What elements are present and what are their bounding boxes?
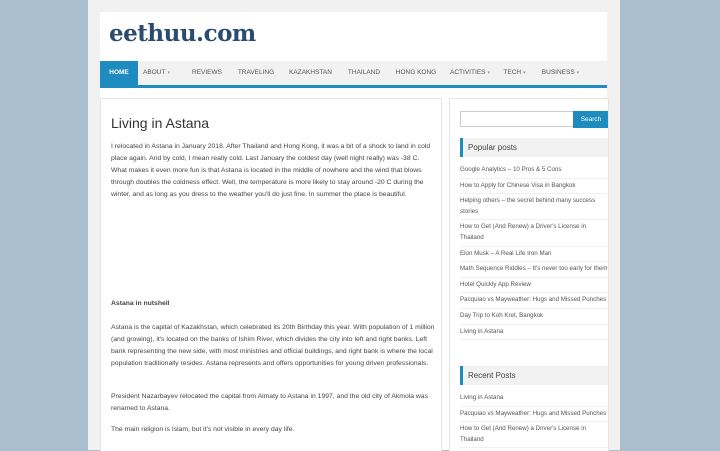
list-item[interactable]: How to Get (And Renew) a Driver's License in Thailand — [460, 422, 608, 448]
nav-reviews[interactable]: REVIEWS — [192, 69, 222, 76]
recent-posts-list — [460, 391, 608, 448]
chevron-down-icon: ▾ — [576, 70, 580, 76]
nav-kazakhstan[interactable]: KAZAKHSTAN — [289, 69, 332, 76]
chevron-down-icon: ▾ — [487, 70, 490, 76]
search-button[interactable]: Search — [573, 111, 609, 128]
post-paragraph: Astana is the capital of Kazakhstan, which celebrated its 20th Birthday this year. With population of 1 million (and growing), it's located on the banks of Ishim River, which divides the city into left and right banks. Left bank representing the new side, with most ministries and official buildings, and right bank is where the local population traditionally resides. Astana represents and offers opportunities for young driven professionals. — [111, 324, 435, 368]
post-intro: I relocated in Astana in January 2018. After Thailand and Hong Kong, it was a bit of a shock to land in cold place again. And by cold, I mean really cold. Last January the coldest day (well night really) was -38 C. What makes it even more fun is that Astana is located in the middle of nowhere and the wind that blows through doubles the coldness effect. Well, the temperature is more likely to stay around -20 C during the winter, and as long as you dress to the weather you'll do just fine. In summer the place is beautiful. — [111, 143, 431, 199]
post-paragraph: The main religion is Islam, but it's not visible in every day life. — [111, 426, 295, 433]
list-item[interactable]: Pacquiao vs Mayweather: Hugs and Missed Punches — [460, 293, 608, 309]
nav-activities[interactable]: ACTIVITIES ▾ — [450, 69, 490, 76]
nav-business[interactable]: BUSINESS ▾ — [541, 69, 580, 76]
chevron-down-icon: ▾ — [167, 70, 170, 76]
nav-traveling[interactable]: TRAVELING — [237, 69, 275, 76]
site-container — [100, 12, 607, 450]
post-subheading: Astana in nutshell — [111, 300, 170, 307]
list-item[interactable]: Google Analytics – 10 Pros & 5 Cons — [460, 163, 608, 179]
popular-posts-list — [460, 163, 608, 340]
list-item[interactable]: How to Get (And Renew) a Driver's License in Thailand — [460, 220, 608, 246]
popular-posts-title: Popular posts — [460, 138, 608, 157]
list-item[interactable]: Pacquiao vs Mayweather: Hugs and Missed Punches — [460, 407, 608, 423]
search-input[interactable] — [460, 111, 575, 127]
list-item[interactable]: Elon Musk – A Real Life Iron Man — [460, 247, 608, 263]
main-navigation — [100, 61, 607, 88]
nav-thailand[interactable]: THAILAND — [347, 69, 381, 76]
list-item[interactable]: Living in Astana — [460, 391, 608, 407]
post-title: Living in Astana — [111, 115, 210, 131]
chevron-down-icon: ▾ — [523, 70, 526, 76]
page-wrapper — [88, 0, 620, 450]
list-item[interactable]: Hotel Quickly App Review — [460, 278, 608, 294]
site-logo[interactable]: eethuu.com — [109, 20, 256, 47]
nav-tech[interactable]: TECH ▾ — [503, 69, 526, 76]
sidebar — [449, 98, 609, 451]
nav-hong-kong[interactable]: HONG KONG — [395, 69, 437, 76]
nav-about[interactable]: ABOUT ▾ — [143, 69, 170, 76]
post-content — [100, 98, 442, 451]
nav-home[interactable]: HOME — [100, 61, 138, 85]
post-paragraph: President Nazarbayev relocated the capital from Almaty to Astana in 1997, and the old city of Akmola was renamed to Astana. — [111, 393, 428, 413]
list-item[interactable]: Living in Astana — [460, 325, 608, 341]
recent-posts-title: Recent Posts — [460, 366, 608, 385]
list-item[interactable]: How to Apply for Chinese Visa in Bangkok — [460, 179, 608, 195]
list-item[interactable]: Math Sequence Riddles – It's never too early for them — [460, 262, 608, 278]
list-item[interactable]: Day Trip to Koh Kret, Bangkok — [460, 309, 608, 325]
list-item[interactable]: Helping others – the secret behind many success stories — [460, 194, 608, 220]
